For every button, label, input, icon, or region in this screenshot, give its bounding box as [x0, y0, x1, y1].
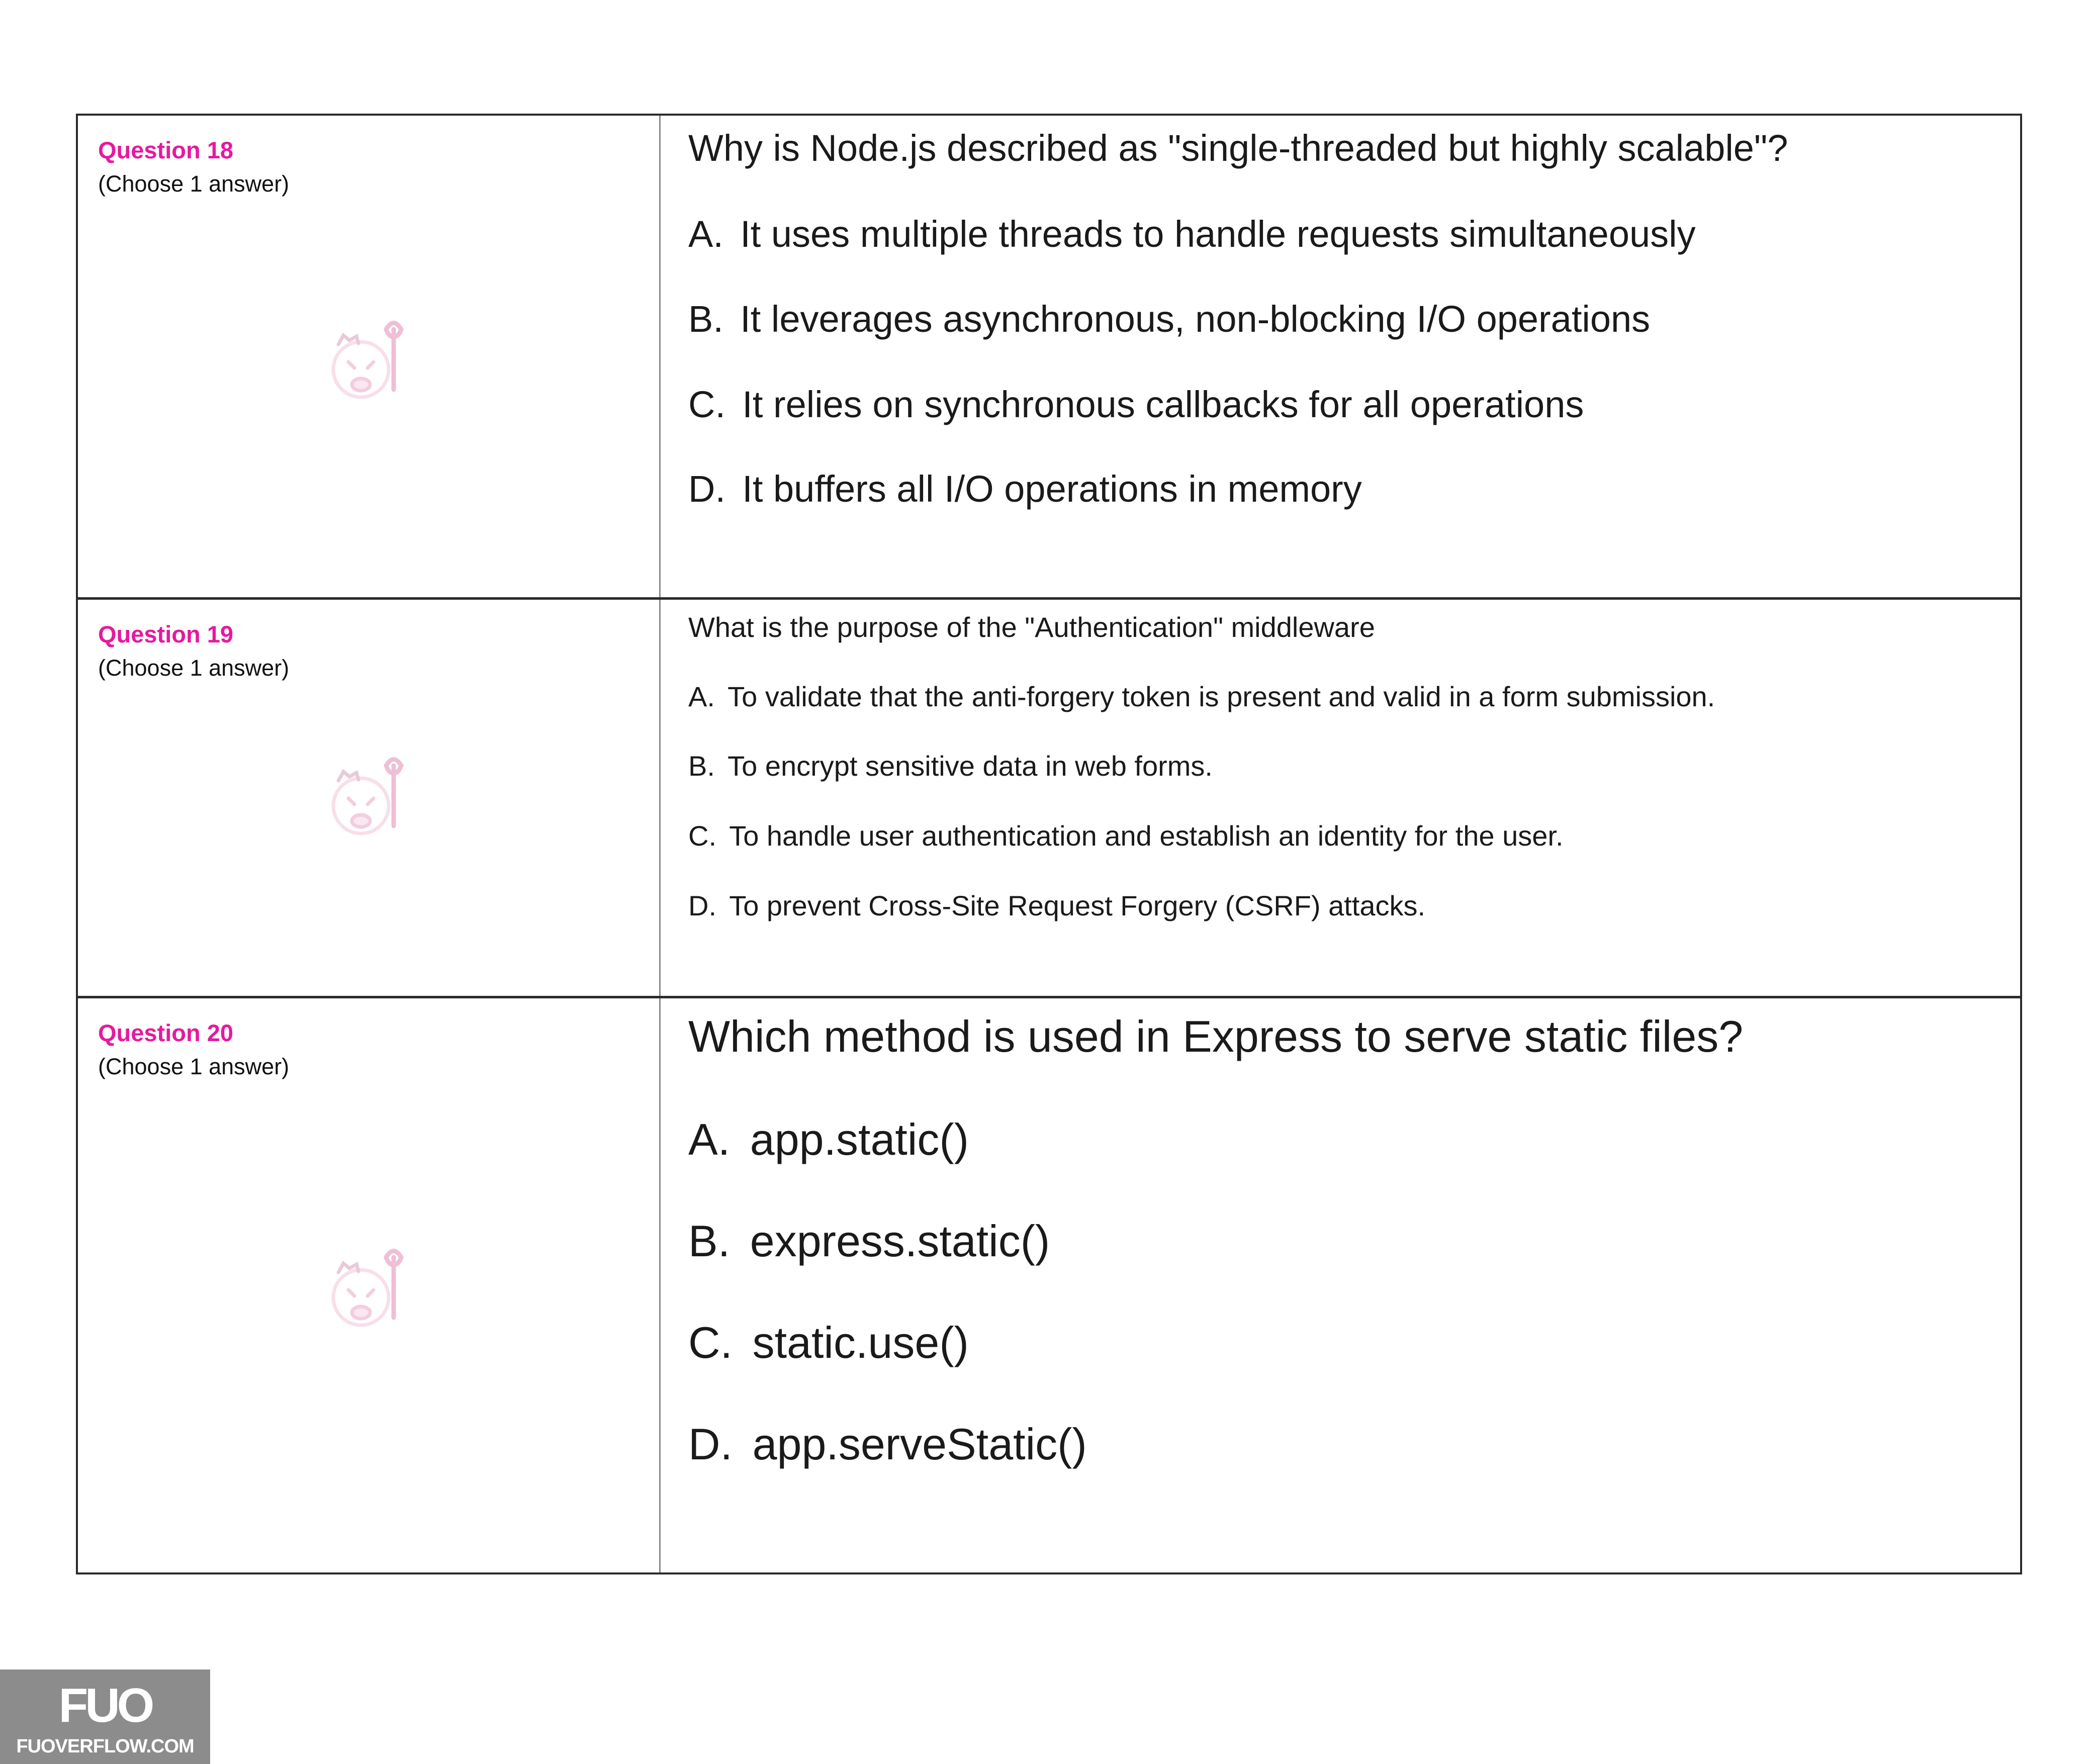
- site-logo-badge[interactable]: [0, 1669, 210, 1764]
- question-number: Question 19: [98, 621, 234, 647]
- option-text: To validate that the anti-forgery token is present and valid in a form submission.: [727, 681, 1715, 712]
- pig-gear-wrench-icon: [318, 314, 419, 410]
- answer-option-a[interactable]: [688, 680, 1715, 713]
- option-text: To encrypt sensitive data in web forms.: [727, 750, 1213, 782]
- answer-option-d[interactable]: [688, 468, 1362, 510]
- question-row: [78, 998, 2020, 1572]
- question-row: [78, 116, 2020, 600]
- answer-option-c[interactable]: [688, 1317, 969, 1368]
- quiz-table: [76, 114, 2022, 1574]
- question-row: [78, 600, 2020, 998]
- question-content-cell: [661, 600, 2020, 996]
- question-instruction: (Choose 1 answer): [98, 655, 290, 681]
- answer-option-b[interactable]: [688, 1216, 1050, 1267]
- answer-option-c[interactable]: [688, 819, 1564, 852]
- option-text: It uses multiple threads to handle requests simultaneously: [740, 213, 1696, 255]
- option-text: It relies on synchronous callbacks for all operations: [742, 384, 1584, 425]
- option-letter: A.: [688, 1115, 731, 1164]
- option-letter: D.: [688, 1419, 733, 1469]
- question-info-cell: [78, 998, 661, 1572]
- answer-option-b[interactable]: [688, 750, 1213, 782]
- answer-option-d[interactable]: [688, 1419, 1087, 1470]
- answer-option-d[interactable]: [688, 889, 1425, 922]
- question-content-cell: [661, 116, 2020, 597]
- option-letter: D.: [688, 890, 716, 921]
- answer-option-a[interactable]: [688, 1114, 969, 1165]
- question-stem: Why is Node.js described as "single-threaded but highly scalable"?: [688, 127, 1788, 169]
- option-letter: A.: [688, 681, 715, 712]
- option-text: To prevent Cross-Site Request Forgery (CSRF) attacks.: [729, 890, 1426, 921]
- pig-gear-wrench-icon: [318, 751, 419, 846]
- option-text: To handle user authentication and establish an identity for the user.: [729, 820, 1564, 852]
- question-number: Question 20: [98, 1019, 234, 1046]
- question-content-cell: [661, 998, 2020, 1572]
- answer-option-a[interactable]: [688, 213, 1696, 255]
- option-letter: C.: [688, 384, 725, 425]
- option-text: app.serveStatic(): [752, 1419, 1087, 1469]
- site-logo: FUO: [58, 1679, 152, 1732]
- option-text: static.use(): [752, 1318, 969, 1367]
- option-letter: A.: [688, 213, 723, 255]
- pig-gear-wrench-icon: [318, 1242, 419, 1338]
- question-info-cell: [78, 116, 661, 597]
- question-stem: What is the purpose of the "Authentication" middleware: [688, 611, 1375, 643]
- option-text: It leverages asynchronous, non-blocking I/O operations: [740, 298, 1651, 340]
- question-stem: Which method is used in Express to serve static files?: [688, 1011, 1744, 1061]
- option-text: app.static(): [750, 1115, 969, 1164]
- question-number: Question 18: [98, 137, 234, 163]
- option-text: It buffers all I/O operations in memory: [742, 468, 1362, 510]
- answer-option-b[interactable]: [688, 298, 1650, 340]
- site-domain: FUOVERFLOW.COM: [16, 1736, 194, 1757]
- option-letter: B.: [688, 1216, 731, 1266]
- answer-option-c[interactable]: [688, 383, 1584, 426]
- option-letter: B.: [688, 298, 723, 340]
- question-info-cell: [78, 600, 661, 996]
- option-letter: B.: [688, 750, 715, 782]
- option-letter: D.: [688, 468, 725, 510]
- option-letter: C.: [688, 820, 716, 852]
- option-text: express.static(): [750, 1216, 1050, 1266]
- question-instruction: (Choose 1 answer): [98, 1054, 290, 1079]
- option-letter: C.: [688, 1318, 733, 1367]
- question-instruction: (Choose 1 answer): [98, 171, 290, 197]
